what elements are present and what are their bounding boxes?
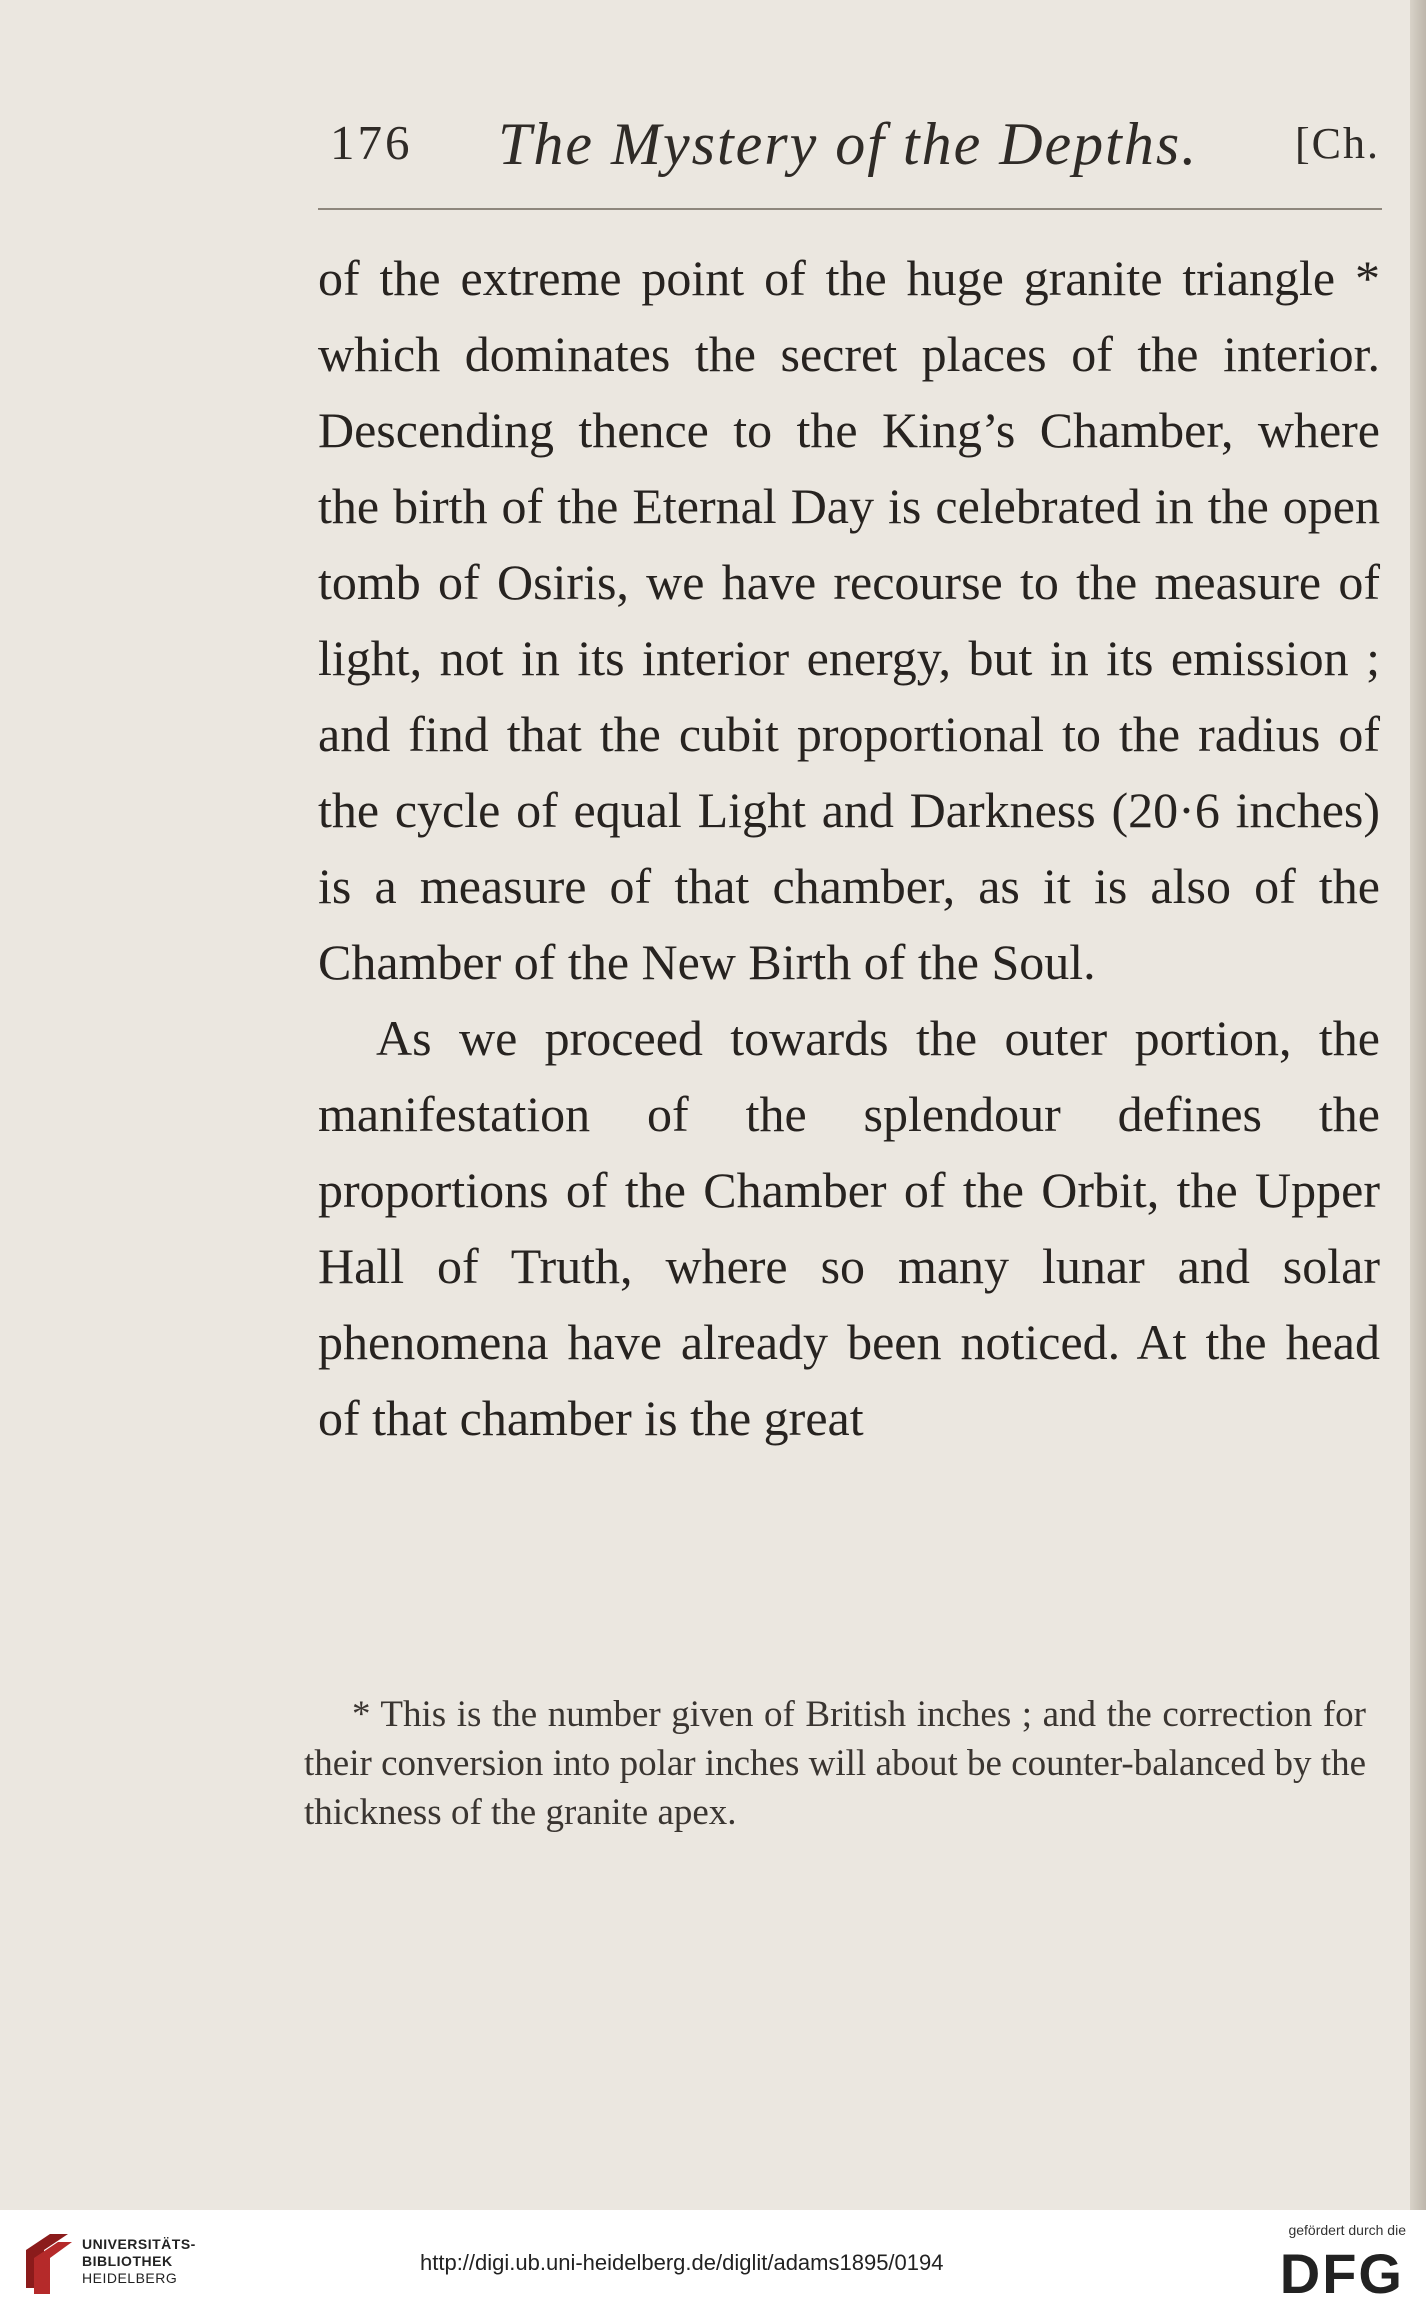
body-text <box>318 240 1380 1456</box>
running-title: The Mystery of the Depths. <box>498 111 1199 177</box>
header-rule <box>318 208 1382 210</box>
footer-bar <box>0 2210 1426 2314</box>
footnote: * This is the number given of British inches ; and the correction for their conversion into polar inches will about be counter-balanced by the thickness of the granite apex. <box>304 1694 1366 1833</box>
funded-by-label: gefördert durch die <box>1288 2222 1406 2238</box>
dfg-logo: DFG <box>1279 2242 1404 2305</box>
source-url[interactable]: http://digi.ub.uni-heidelberg.de/diglit/adams1895/0194 <box>420 2250 944 2275</box>
library-name: UNIVERSITÄTS- BIBLIOTHEK HEIDELBERG <box>82 2236 196 2286</box>
page-edge <box>1410 0 1426 2210</box>
page-number: 176 <box>330 115 413 170</box>
running-head <box>318 110 1380 190</box>
chapter-mark: [Ch. <box>1295 119 1380 168</box>
university-library-logo-icon <box>20 2228 74 2296</box>
paragraph: of the extreme point of the huge granite triangle * which dominates the secret places of the interior. Descending thence to the King’s Chamber, where the birth of the Eternal Day is celebrated in the open tomb of Osiris, we have recourse to the measure of light, not in its interior energy, but in its emission ; and find that the cubit proportional to the radius of the cycle of equal Light and Darkness (20·6 inches) is a measure of that chamber, as it is also of the Chamber of the New Birth of the Soul. <box>318 250 1380 990</box>
paragraph: As we proceed towards the outer portion, the manifestation of the splendour defines the proportions of the Chamber of the Orbit, the Upper Hall of Truth, where so many lunar and solar phenomena have already been noticed. At the head of that chamber is the great <box>318 1010 1380 1446</box>
